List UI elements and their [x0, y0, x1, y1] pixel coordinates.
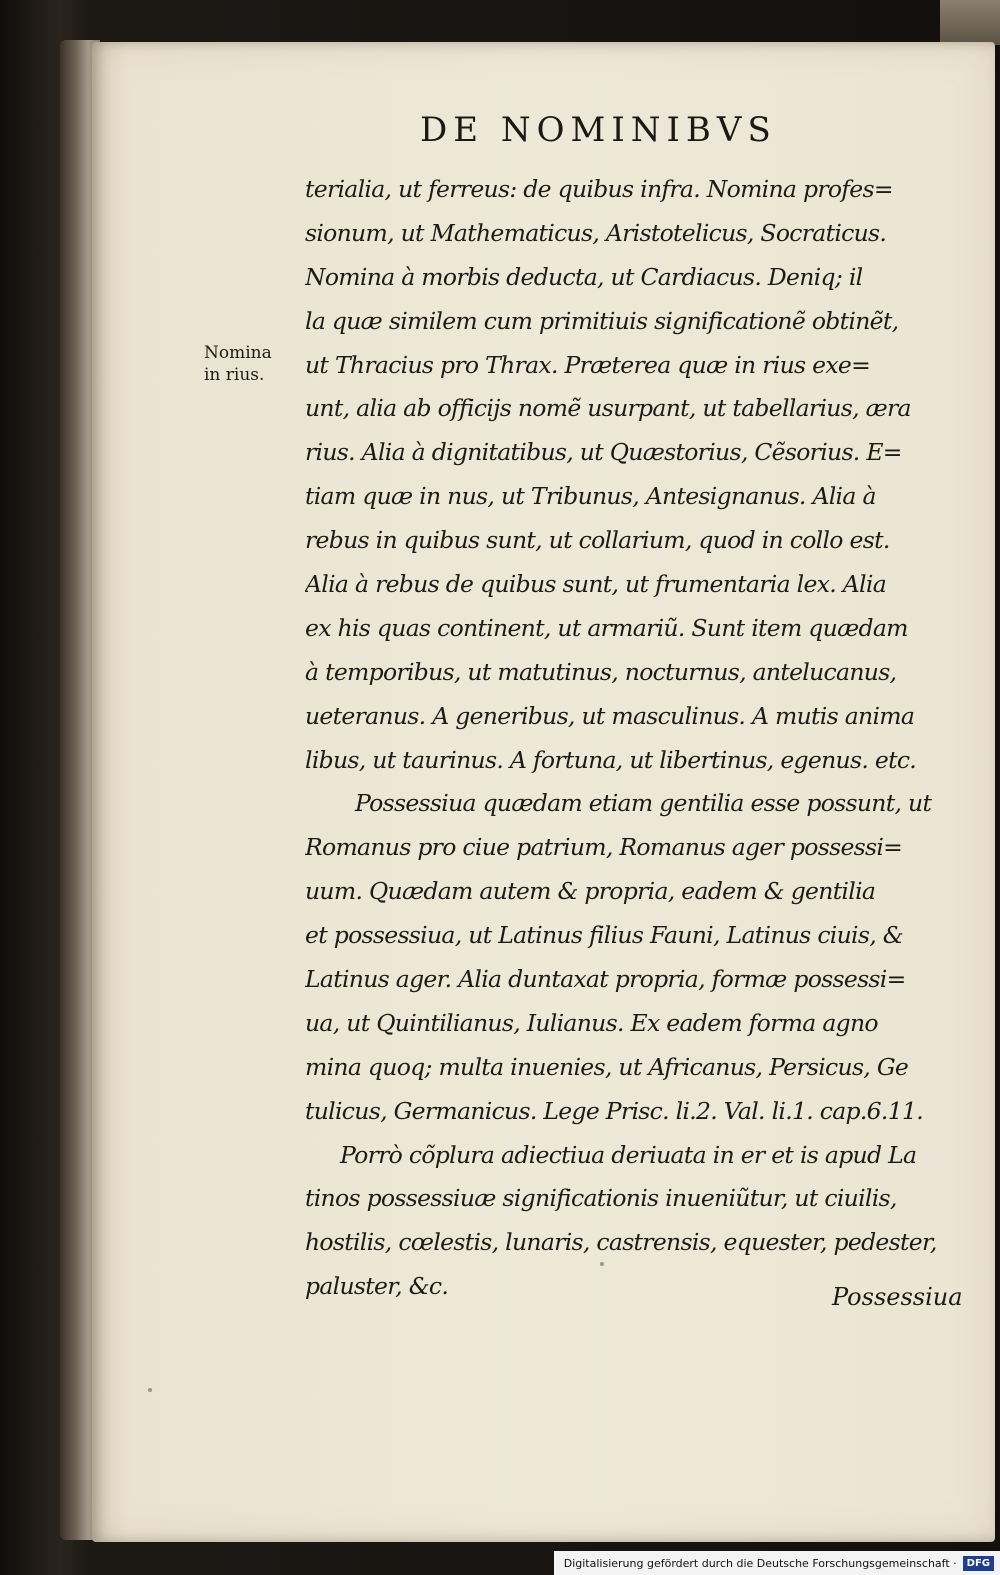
text-line: tinos possessiuæ significationis inueniũtur, ut ciuilis,	[305, 1184, 897, 1213]
dfg-logo: DFG	[963, 1556, 994, 1571]
marginal-note-line: Nomina	[204, 343, 272, 363]
text-line: Alia à rebus de quibus sunt, ut frumentaria lex. Alia	[305, 570, 887, 599]
book-top-edge	[940, 0, 1000, 45]
footer-credit-text: Digitalisierung gefördert durch die Deutsche Forschungsgemeinschaft ·	[563, 1556, 957, 1570]
text-line: ua, ut Quintilianus, Iulianus. Ex eadem forma agno	[305, 1008, 878, 1037]
text-line: Porrò cõplura adiectiua deriuata in er et is apud La	[340, 1140, 917, 1169]
text-line: Possessiua quædam etiam gentilia esse possunt, ut	[355, 789, 932, 818]
text-line: mina quoq; multa inuenies, ut Africanus, Persicus, Ge	[305, 1052, 909, 1081]
text-line: terialia, ut ferreus: de quibus infra. Nomina profes=	[305, 175, 893, 203]
text-line: la quæ similem cum primitiuis significationẽ obtinẽt,	[305, 306, 899, 335]
marginal-note-line: in rius.	[204, 365, 265, 385]
page-speck	[148, 1388, 152, 1392]
text-line: rius. Alia à dignitatibus, ut Quæstorius, Cẽsorius. E=	[305, 438, 902, 467]
text-line: tiam quæ in nus, ut Tribunus, Antesignanus. Alia à	[305, 482, 876, 511]
running-header: DE NOMINIBVS	[420, 110, 777, 150]
text-line: rebus in quibus sunt, ut collarium, quod in collo est.	[305, 526, 890, 555]
text-line: ut Thracius pro Thrax. Præterea quæ in rius exe=	[305, 350, 871, 379]
text-line: uum. Quædam autem & propria, eadem & gentilia	[305, 877, 876, 906]
marginal-note	[204, 342, 272, 386]
text-line: ueteranus. A generibus, ut masculinus. A mutis anima	[305, 701, 915, 730]
text-line: ex his quas continent, ut armariũ. Sunt item quædam	[305, 613, 908, 642]
text-line: hostilis, cœlestis, lunaris, castrensis, equester, pedester,	[305, 1228, 937, 1257]
text-line: tulicus, Germanicus. Lege Prisc. li.2. Val. li.1. cap.6.11.	[305, 1096, 923, 1125]
page-speck	[600, 1262, 604, 1266]
text-line: Romanus pro ciue patrium, Romanus ager possessi=	[305, 833, 903, 862]
text-line: paluster, &c.	[305, 1272, 449, 1301]
text-line: Latinus ager. Alia duntaxat propria, formæ possessi=	[305, 965, 906, 994]
text-line: à temporibus, ut matutinus, nocturnus, antelucanus,	[305, 657, 897, 686]
body-text	[305, 168, 965, 1309]
catchword: Possessiua	[832, 1283, 963, 1311]
text-line: unt, alia ab officijs nomẽ usurpant, ut tabellarius, æra	[305, 394, 911, 423]
digitization-footer	[554, 1551, 1000, 1575]
text-line: libus, ut taurinus. A fortuna, ut libertinus, egenus. etc.	[305, 745, 917, 774]
text-line: Nomina à morbis deducta, ut Cardiacus. Deniq; il	[305, 262, 863, 291]
text-line: sionum, ut Mathematicus, Aristotelicus, Socraticus.	[305, 218, 887, 247]
text-line: et possessiua, ut Latinus filius Fauni, Latinus ciuis, &	[305, 921, 903, 950]
